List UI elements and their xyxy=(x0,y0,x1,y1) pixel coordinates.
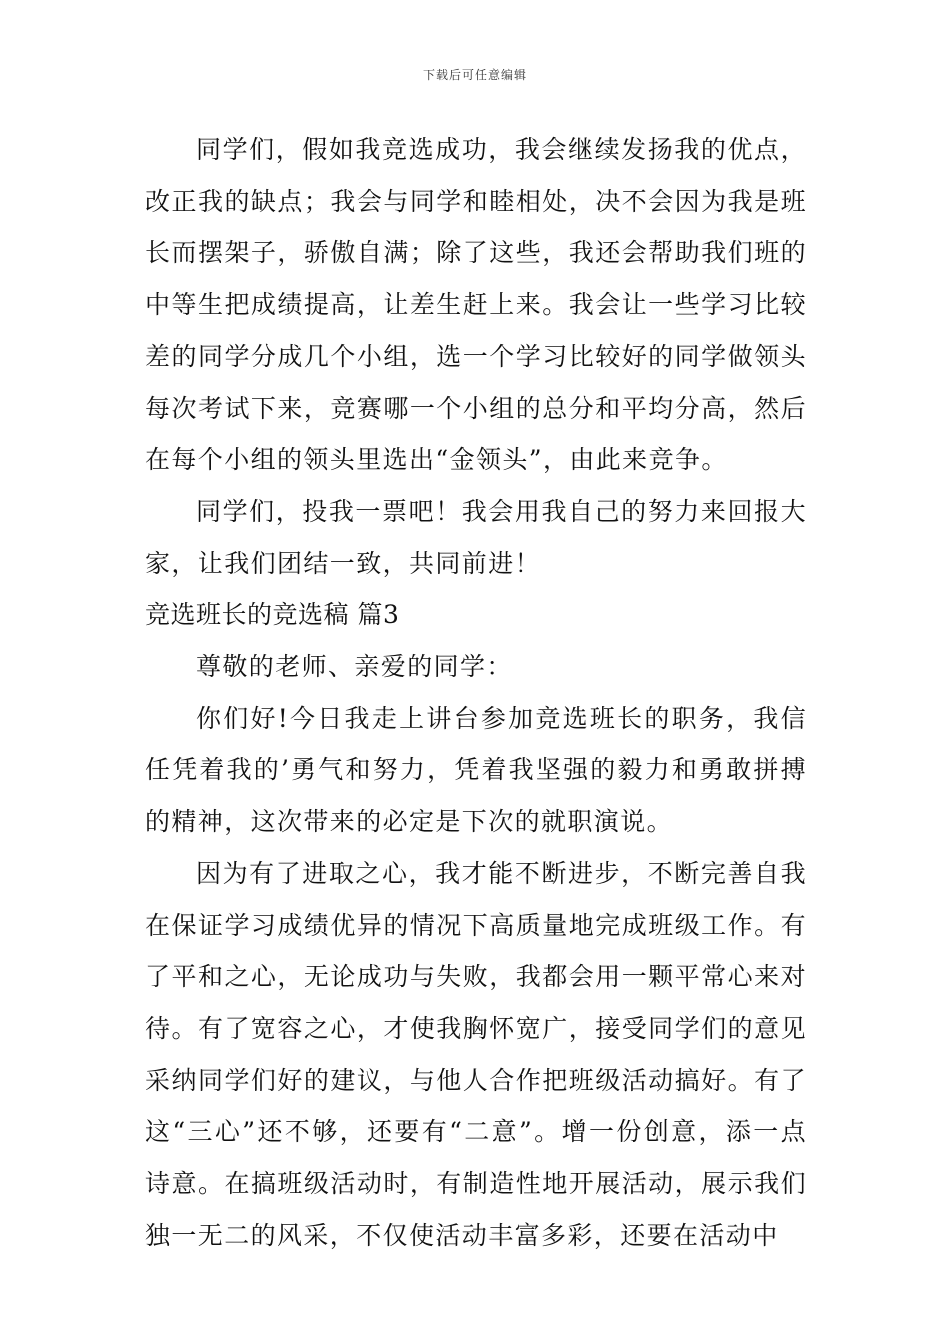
paragraph: 同学们，投我一票吧！我会用我自己的努力来回报大家，让我们团结一致，共同前进！ xyxy=(145,496,807,578)
section-heading: 竞选班长的竞选稿 篇3 xyxy=(145,600,400,630)
paragraph: 同学们，假如我竞选成功，我会继续发扬我的优点，改正我的缺点；我会与同学和睦相处，决不会因为我是班长而摆架子，骄傲自满；除了这些，我还会帮助我们班的中等生把成绩提高，让差生赶上来。我会让一些学习比较差的同学分成几个小组，选一个学习比较好的同学做领头每次考试下来，竞赛哪一个小组的总分和平均分高，然后在每个小组的领头里选出“金领头”，由此来竞争。 xyxy=(145,135,807,475)
paragraph: 尊敬的老师、亲爱的同学： xyxy=(196,652,513,682)
paragraph: 你们好!今日我走上讲台参加竞选班长的职务，我信任凭着我的’勇气和努力，凭着我坚强的毅力和勇敢拼搏的精神，这次带来的必定是下次的就职演说。 xyxy=(145,703,807,837)
page-header: 下载后可任意编辑 xyxy=(422,68,527,82)
paragraph: 因为有了进取之心，我才能不断进步，不断完善自我在保证学习成绩优异的情况下高质量地完成班级工作。有了平和之心，无论成功与失败，我都会用一颗平常心来对待。有了宽容之心，才使我胸怀宽广，接受同学们的意见采纳同学们好的建议，与他人合作把班级活动搞好。有了这“三心”还不够，还要有“二意”。增一份创意，添一点诗意。在搞班级活动时，有制造性地开展活动，展示我们独一无二的风采，不仅使活动丰富多彩，还要在活动中 xyxy=(145,858,807,1250)
document-body xyxy=(145,124,807,1261)
